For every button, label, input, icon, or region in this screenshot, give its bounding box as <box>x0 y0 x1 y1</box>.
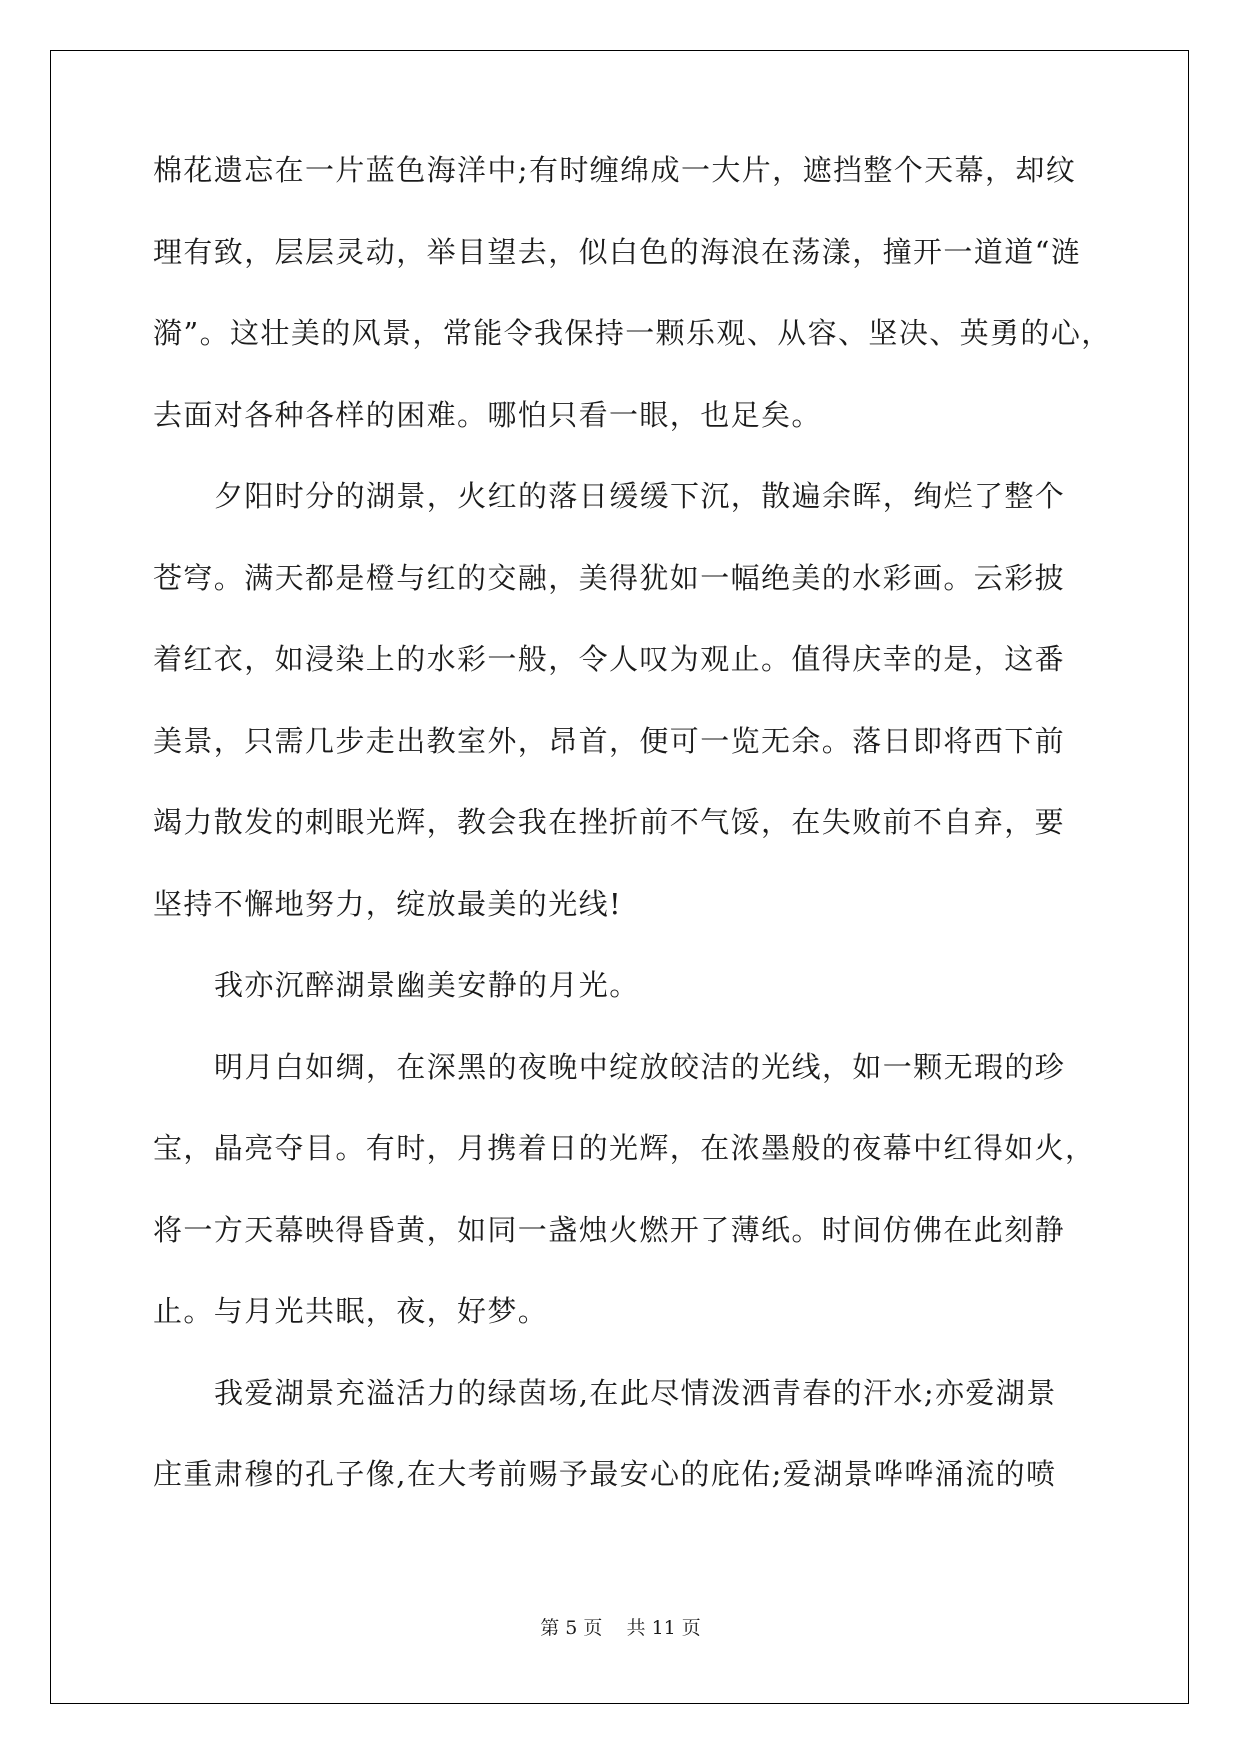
text-line: 夕阳时分的湖景，火红的落日缓缓下沉，散遍余晖，绚烂了整个 <box>214 479 1066 513</box>
document-body <box>153 153 1112 1539</box>
text-line: 宝，晶亮夺目。有时，月携着日的光辉，在浓墨般的夜幕中红得如火， <box>153 1131 1096 1165</box>
text-line: 将一方天幕映得昏黄，如同一盏烛火燃开了薄纸。时间仿佛在此刻静 <box>153 1212 1066 1247</box>
text-line: 美景，只需几步走出教室外，昂首，便可一览无余。落日即将西下前 <box>153 723 1066 758</box>
text-line: 苍穹。满天都是橙与红的交融，美得犹如一幅绝美的水彩画。云彩披 <box>153 560 1066 595</box>
text-line: 止。与月光共眠，夜，好梦。 <box>153 1294 549 1328</box>
page-number-footer: 第 5 页 共 11 页 <box>540 1617 701 1639</box>
text-line: 庄重肃穆的孔子像,在大考前赐予最安心的庇佑;爱湖景哗哗涌流的喷 <box>153 1457 1057 1491</box>
text-line: 棉花遗忘在一片蓝色海洋中;有时缠绵成一大片，遮挡整个天幕，却纹 <box>153 153 1077 187</box>
text-line: 去面对各种各样的困难。哪怕只看一眼，也足矣。 <box>153 397 822 432</box>
text-line: 坚持不懈地努力，绽放最美的光线! <box>153 886 623 921</box>
text-line: 漪”。这壮美的风景，常能令我保持一颗乐观、从容、坚决、英勇的心， <box>153 316 1112 350</box>
text-line: 理有致，层层灵动，举目望去，似白色的海浪在荡漾，撞开一道道“涟 <box>153 234 1082 269</box>
text-line: 着红衣，如浸染上的水彩一般，令人叹为观止。值得庆幸的是，这番 <box>153 642 1066 676</box>
text-line: 我亦沉醉湖景幽美安静的月光。 <box>214 968 640 1002</box>
text-line: 竭力散发的刺眼光辉，教会我在挫折前不气馁，在失败前不自弃，要 <box>153 805 1066 839</box>
text-line: 明月白如绸，在深黑的夜晚中绽放皎洁的光线，如一颗无瑕的珍 <box>214 1049 1066 1084</box>
text-line: 我爱湖景充溢活力的绿茵场,在此尽情泼洒青春的汗水;亦爱湖景 <box>214 1375 1057 1410</box>
